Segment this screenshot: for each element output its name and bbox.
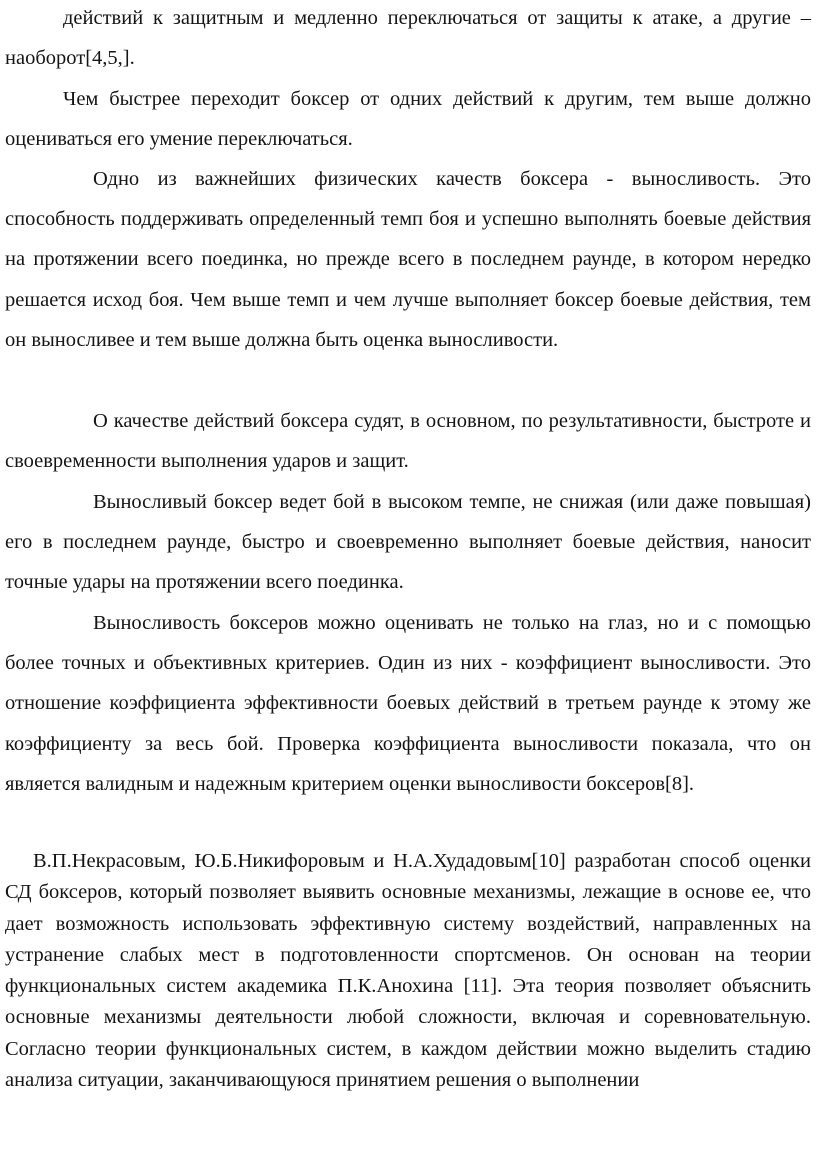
paragraph-3: Одно из важнейших физических качеств боксера - выносливость. Это способность поддерживать определенный темп боя и успешно выполнять боевые действия на протяжении всего поединка, но прежде всего в последнем раунде, в котором нередко решается исход боя. Чем выше темп и чем лучше выполняет боксер боевые действия, тем он выносливее и тем выше должна быть оценка выносливости. [5, 168, 811, 351]
paragraph-2: Чем быстрее переходит боксер от одних действий к другим, тем выше должно оцениваться его умение переключаться. [5, 88, 811, 151]
paragraph-4: О качестве действий боксера судят, в основном, по результативности, быстроте и своевременности выполнения ударов и защит. [5, 410, 811, 473]
paragraph-5: Выносливый боксер ведет бой в высоком темпе, не снижая (или даже повышая) его в последнем раунде, быстро и своевременно выполняет боевые действия, наносит точные удары на протяжении всего поединка. [5, 491, 811, 594]
paragraph-7: В.П.Некрасовым, Ю.Б.Никифоровым и Н.А.Худадовым[10] разработан способ оценки СД боксеров, который позволяет выявить основные механизмы, лежащие в основе ее, что дает возможность использовать эффективную систему воздействий, направленных на устранение слабых мест в подготовленности спортсменов. Он основан на теории функциональных систем академика П.К.Анохина [11]. Эта теория позволяет объяснить основные механизмы деятельности любой сложности, включая и соревновательную. Согласно теории функциональных систем, в каждом действии можно выделить стадию анализа ситуации, заканчивающуюся принятием решения о выполнении [5, 850, 811, 1092]
paragraph-1: действий к защитным и медленно переключаться от защиты к атаке, а другие – наоборот[4,5,]. [5, 7, 811, 70]
paragraph-6: Выносливость боксеров можно оценивать не только на глаз, но и с помощью более точных и объективных критериев. Один из них - коэффициент выносливости. Это отношение коэффициента эффективности боевых действий в третьем раунде к этому же коэффициенту за весь бой. Проверка коэффициента выносливости показала, что он является валидным и надежным критерием оценки выносливости боксеров[8]. [5, 612, 811, 795]
